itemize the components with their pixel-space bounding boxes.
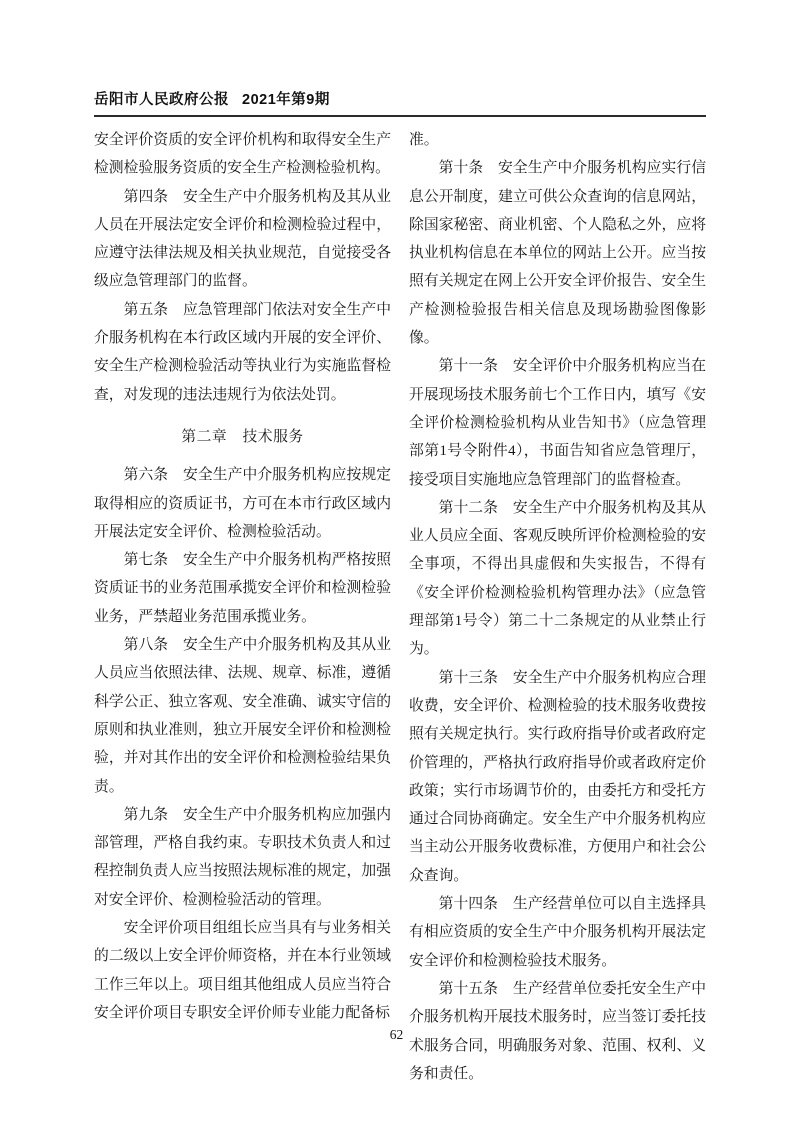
paragraph: 第九条 安全生产中介服务机构应加强内部管理，严格自我约束。专职技术负责人和过程控制负责人应当按照法规标准的规定，加强对安全评价、检测检验活动的管理。 <box>94 806 391 908</box>
document-body <box>94 126 706 1088</box>
chapter-heading: 第二章 技术服务 <box>181 428 304 445</box>
paragraph: 第十条 安全生产中介服务机构应实行信息公开制度，建立可供公众查询的信息网站，除国家秘密、商业机密、个人隐私之外，应将执业机构信息在本单位的网站上公开。应当按照有关规定在网上公开安全评价报告、安全生产检测检验报告相关信息及现场勘验图像影像。 <box>409 160 706 347</box>
paragraph: 第四条 安全生产中介服务机构及其从业人员在开展法定安全评价和检测检验过程中，应遵守法律法规及相关执业规范，自觉接受各级应急管理部门的监督。 <box>94 188 391 290</box>
page-footer <box>0 1026 793 1044</box>
paragraph: 第六条 安全生产中介服务机构应按规定取得相应的资质证书，方可在本市行政区域内开展法定安全评价、检测检验活动。 <box>94 467 391 540</box>
paragraph: 第十五条 生产经营单位委托安全生产中介服务机构开展技术服务时，应当签订委托技术服务合同，明确服务对象、范围、权利、义务和责任。 <box>409 980 706 1082</box>
paragraph: 第七条 安全生产中介服务机构严格按照资质证书的业务范围承揽安全评价和检测检验业务，严禁超业务范围承揽业务。 <box>94 552 391 625</box>
page-header <box>94 91 706 117</box>
paragraph: 第十二条 安全生产中介服务机构及其从业人员应全面、客观反映所评价检测检验的安全事项，不得出具虚假和失实报告，不得有《安全评价检测检验机构管理办法》（应急管理部第1号令）第二十二条规定的从业禁止行为。 <box>409 499 706 658</box>
paragraph: 第十一条 安全评价中介服务机构应当在开展现场技术服务前七个工作日内，填写《安全评价检测检验机构从业告知书》（应急管理部第1号令附件4），书面告知省应急管理厅，接受项目实施地应急管理部门的监督检查。 <box>409 358 706 488</box>
paragraph: 第五条 应急管理部门依法对安全生产中介服务机构在本行政区域内开展的安全评价、安全生产检测检验活动等执业行为实施监督检查，对发现的违法违规行为依法处罚。 <box>94 301 391 403</box>
gazette-title: 岳阳市人民政府公报 <box>94 92 229 108</box>
issue-label: 2021年第9期 <box>242 92 330 108</box>
left-column <box>94 126 391 1088</box>
paragraph: 安全评价资质的安全评价机构和取得安全生产检测检验服务资质的安全生产检测检验机构。 <box>94 132 391 177</box>
paragraph: 第十四条 生产经营单位可以自主选择具有相应资质的安全生产中介服务机构开展法定安全评价和检测检验技术服务。 <box>409 896 706 969</box>
paragraph: 安全评价项目组组长应当具有与业务相关的二级以上安全评价师资格，并在本行业领域工作三年以上。项目组其他组成人员应当符合安全评价项目专职安全评价师专业能力配备标 <box>94 920 391 1021</box>
paragraph: 准。 <box>409 132 439 148</box>
paragraph: 第十三条 安全生产中介服务机构应合理收费，安全评价、检测检验的技术服务收费按照有关规定执行。实行政府指导价或者政府定价管理的，严格执行政府指导价或者政府定价政策；实行市场调节价的，由委托方和受托方通过合同协商确定。安全生产中介服务机构应当主动公开服务收费标准，方便用户和社会公众查询。 <box>409 669 706 884</box>
right-column <box>409 126 706 1088</box>
page-number: 62 <box>389 1027 404 1042</box>
paragraph: 第八条 安全生产中介服务机构及其从业人员应当依照法律、法规、规章、标准，遵循科学公正、独立客观、安全准确、诚实守信的原则和执业准则，独立开展安全评价和检测检验，并对其作出的安全评价和检测检验结果负责。 <box>94 637 391 795</box>
